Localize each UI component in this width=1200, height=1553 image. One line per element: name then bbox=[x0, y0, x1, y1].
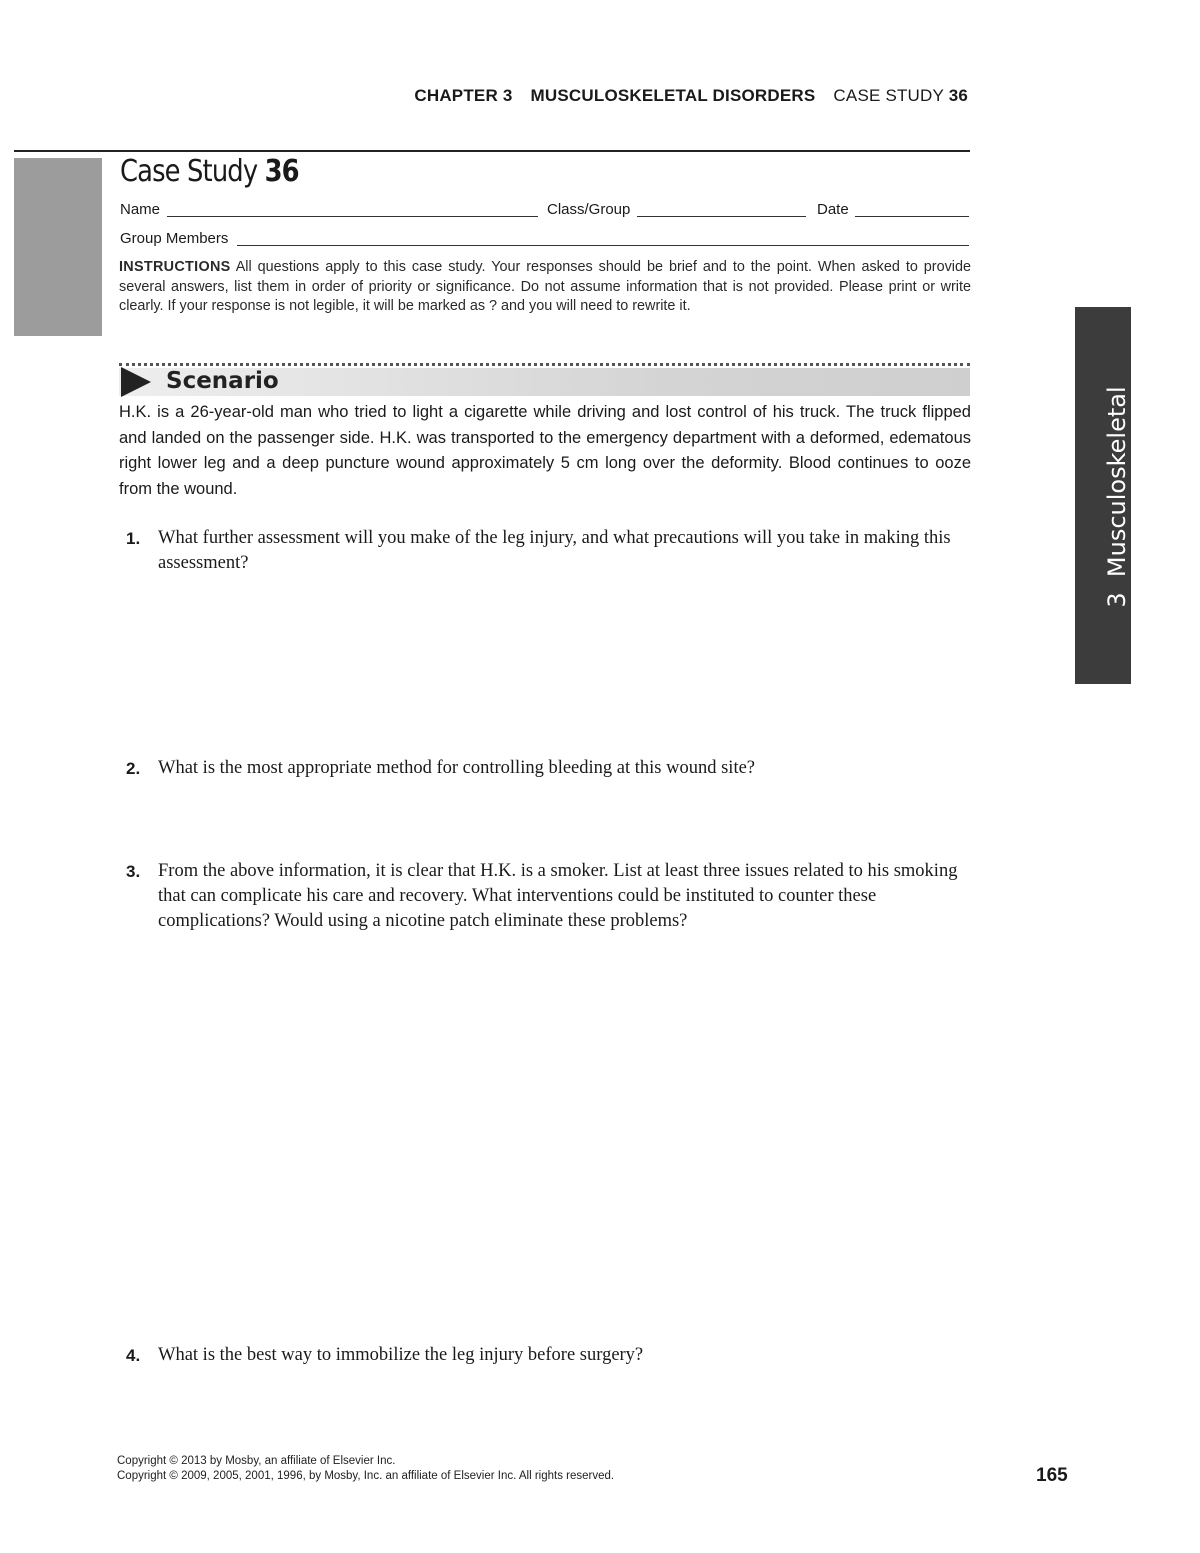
question-number: 3. bbox=[126, 862, 141, 881]
copyright-line-2: Copyright © 2009, 2005, 2001, 1996, by Mosby, Inc. an affiliate of Elsevier Inc. All rights reserved. bbox=[117, 1470, 615, 1482]
case-number: 36 bbox=[948, 86, 968, 105]
class-group-field[interactable] bbox=[637, 216, 806, 217]
side-tab-text: Musculoskeletal bbox=[1103, 386, 1131, 578]
copyright-block bbox=[117, 1454, 614, 1484]
chapter-label: CHAPTER 3 bbox=[414, 86, 513, 105]
running-header bbox=[414, 86, 968, 106]
play-arrow-icon bbox=[121, 367, 151, 397]
question-number: 4. bbox=[126, 1346, 141, 1365]
question-number: 1. bbox=[126, 529, 141, 548]
instructions bbox=[119, 258, 971, 317]
question-number: 2. bbox=[126, 759, 141, 778]
question-text: What is the best way to immobilize the leg injury before surgery? bbox=[158, 1345, 644, 1365]
question-4 bbox=[126, 1343, 971, 1368]
group-members-label: Group Members bbox=[120, 230, 229, 247]
case-label: CASE STUDY bbox=[833, 86, 944, 105]
instructions-text: All questions apply to this case study. Your responses should be brief and to the point. When asked to provide several answers, list them in order of priority or significance. Do not assume information that is not provided. Please print or write clearly. If your response is not legible, it will be marked as ? and you will need to rewrite it. bbox=[119, 259, 971, 314]
copyright-line-1: Copyright © 2013 by Mosby, an affiliate of Elsevier Inc. bbox=[117, 1455, 396, 1467]
question-text: What further assessment will you make of the leg injury, and what precautions will you take in making this assessment? bbox=[158, 528, 951, 573]
page-title bbox=[120, 154, 299, 189]
scenario-text: H.K. is a 26-year-old man who tried to light a cigarette while driving and lost control of his truck. The truck flipped and landed on the passenger side. H.K. was transported to the emergency department with a deformed, edematous right lower leg and a deep puncture wound approximately 5 cm long over the deformity. Blood continues to ooze from the wound. bbox=[119, 403, 971, 498]
chapter-side-tab-label bbox=[1103, 386, 1131, 607]
title-gray-block bbox=[14, 158, 102, 336]
question-text: From the above information, it is clear that H.K. is a smoker. List at least three issues related to his smoking that can complicate his care and recovery. What interventions could be instituted to counter these complications? Would using a nicotine patch eliminate these problems? bbox=[158, 861, 958, 931]
question-3 bbox=[126, 859, 971, 934]
name-field[interactable] bbox=[167, 216, 538, 217]
header-rule bbox=[14, 150, 970, 152]
class-group-label: Class/Group bbox=[547, 201, 631, 218]
group-members-field[interactable] bbox=[237, 245, 969, 246]
title-number: 36 bbox=[264, 154, 299, 189]
date-label: Date bbox=[817, 201, 849, 218]
page-number: 165 bbox=[1036, 1465, 1068, 1486]
scenario-heading: Scenario bbox=[166, 368, 279, 394]
date-field[interactable] bbox=[855, 216, 969, 217]
section-label: MUSCULOSKELETAL DISORDERS bbox=[530, 86, 816, 105]
title-word: Case Study bbox=[120, 154, 258, 189]
question-1 bbox=[126, 526, 971, 576]
side-tab-number: 3 bbox=[1103, 592, 1131, 608]
question-2 bbox=[126, 756, 971, 781]
name-label: Name bbox=[120, 201, 161, 218]
scenario-dotted-rule bbox=[119, 363, 970, 366]
instructions-label: INSTRUCTIONS bbox=[119, 259, 231, 275]
question-text: What is the most appropriate method for controlling bleeding at this wound site? bbox=[158, 758, 756, 778]
